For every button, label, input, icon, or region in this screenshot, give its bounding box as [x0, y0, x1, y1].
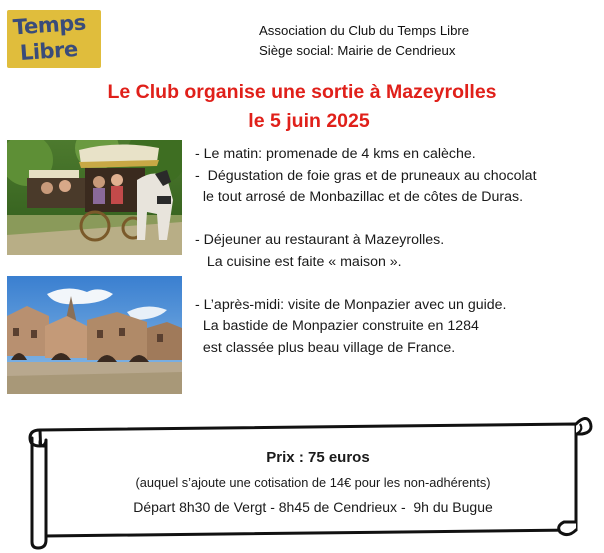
- program-list: [195, 144, 537, 359]
- program-line: est classée plus beau village de France.: [195, 339, 456, 356]
- program-line: le tout arrosé de Monbazillac et de côtes de Duras.: [195, 189, 524, 205]
- program-line: La cuisine est faite « maison ».: [195, 253, 402, 270]
- program-line: La bastide de Monpazier construite en 1284: [195, 318, 479, 334]
- program-line: - Dégustation de foie gras et de pruneaux au chocolat: [195, 167, 537, 184]
- caleche-photo: [7, 140, 182, 255]
- club-logo: [7, 10, 101, 68]
- event-headline: [0, 78, 604, 136]
- logo-text-line2: Libre: [19, 37, 79, 65]
- association-name: Association du Club du Temps Libre: [259, 23, 470, 38]
- logo-text-line1: Temps: [12, 10, 87, 40]
- departure-times: Départ 8h30 de Vergt - 8h45 de Cendrieux - 9h du Bugue: [133, 499, 493, 515]
- membership-note: (auquel s’ajoute une cotisation de 14€ pour les non-adhérents): [135, 475, 491, 490]
- scroll-text: [58, 446, 568, 519]
- association-seat: Siège social: Mairie de Cendrieux: [259, 43, 456, 58]
- program-line: [195, 273, 537, 295]
- association-header: [259, 21, 469, 61]
- program-line: - Le matin: promenade de 4 kms en calèche.: [195, 146, 476, 162]
- program-line: [195, 209, 537, 231]
- program-line: - L’après-midi: visite de Monpazier avec un guide.: [195, 296, 507, 313]
- price-scroll-banner: [28, 412, 594, 552]
- headline-line1: Le Club organise une sortie à Mazeyrolles: [107, 81, 497, 103]
- headline-date: le 5 juin 2025: [248, 110, 370, 132]
- price-label: Prix : 75 euros: [266, 449, 370, 466]
- monpazier-photo: [7, 276, 182, 394]
- program-line: - Déjeuner au restaurant à Mazeyrolles.: [195, 232, 445, 248]
